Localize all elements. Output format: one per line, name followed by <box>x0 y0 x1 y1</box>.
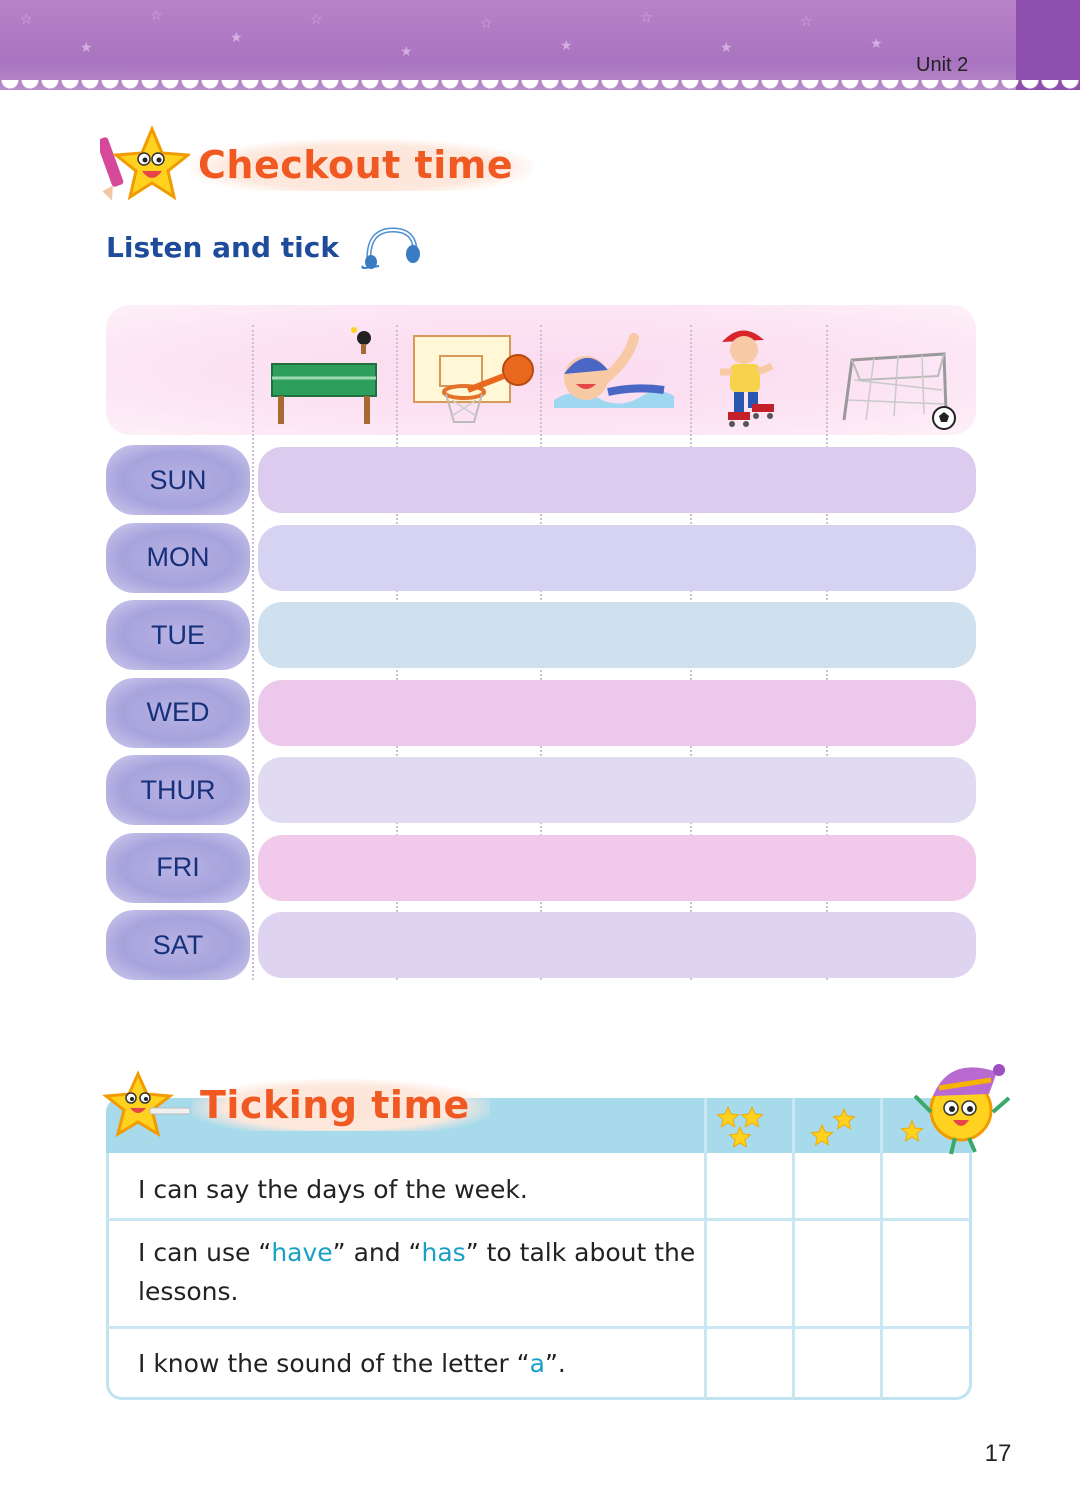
day-tick-cells[interactable] <box>258 757 976 823</box>
star-icon <box>834 1109 855 1129</box>
column-divider <box>880 1098 883 1400</box>
day-row <box>106 445 976 515</box>
day-tick-cells[interactable] <box>258 912 976 978</box>
star-decoration-icon: ☆ <box>640 10 653 26</box>
star-pencil-mascot-icon <box>100 125 190 205</box>
football-goal-icon <box>834 320 964 430</box>
page-edge-tab <box>1016 0 1080 90</box>
star-icon <box>718 1107 739 1127</box>
star-decoration-icon: ★ <box>230 30 243 46</box>
unit-label: Unit 2 <box>916 54 969 76</box>
star-decoration-icon: ★ <box>80 40 93 56</box>
day-label: FRI <box>106 833 250 903</box>
star-decoration-icon: ☆ <box>480 16 493 32</box>
star-decoration-icon: ★ <box>870 36 883 52</box>
day-row <box>106 755 976 825</box>
day-tick-cells[interactable] <box>258 525 976 591</box>
star-decoration-icon: ★ <box>720 40 733 56</box>
day-tick-cells[interactable] <box>258 680 976 746</box>
column-divider <box>792 1098 795 1400</box>
swimming-icon <box>546 320 676 430</box>
rating-stars-icon <box>708 1102 792 1154</box>
star-icon <box>730 1127 751 1147</box>
page-number: 17 <box>976 1440 1020 1474</box>
ticking-statement-2: I can use “have” and “has” to talk about the lessons. <box>138 1238 696 1306</box>
table-tennis-icon <box>262 320 392 430</box>
day-row <box>106 833 976 903</box>
day-row <box>106 600 976 670</box>
headphones-icon <box>359 224 423 270</box>
star-hat-mascot-icon <box>905 1050 1020 1160</box>
ticking-heading <box>100 1060 520 1150</box>
keyword-letter-a: a <box>529 1349 545 1378</box>
row-divider <box>106 1326 972 1329</box>
day-tick-cells[interactable] <box>258 835 976 901</box>
star-decoration-icon: ☆ <box>800 14 813 30</box>
star-icon <box>812 1125 833 1145</box>
keyword-have: have <box>271 1238 333 1267</box>
basketball-icon <box>404 320 534 430</box>
weekly-activity-table <box>106 305 976 985</box>
star-decoration-icon: ★ <box>400 44 413 60</box>
day-tick-cells[interactable] <box>258 602 976 668</box>
ticking-statement-3: I know the sound of the letter “a”. <box>138 1349 566 1378</box>
day-label: MON <box>106 523 250 593</box>
star-pencil-mascot-icon <box>100 1070 192 1140</box>
listen-label: Listen and tick <box>106 230 339 264</box>
day-label: SUN <box>106 445 250 515</box>
day-label: TUE <box>106 600 250 670</box>
ticking-statement-1: I can say the days of the week. <box>138 1175 528 1204</box>
rating-stars-icon <box>796 1102 880 1154</box>
star-decoration-icon: ☆ <box>150 8 163 24</box>
keyword-has: has <box>421 1238 466 1267</box>
listen-instruction <box>106 222 426 272</box>
star-decoration-icon: ★ <box>560 38 573 54</box>
day-row <box>106 678 976 748</box>
day-label: THUR <box>106 755 250 825</box>
checkout-heading <box>100 120 540 210</box>
checkout-title: Checkout time <box>190 139 533 191</box>
star-icon <box>742 1107 763 1127</box>
row-divider <box>106 1218 972 1221</box>
day-row <box>106 910 976 980</box>
day-label: WED <box>106 678 250 748</box>
star-decoration-icon: ☆ <box>310 12 323 28</box>
ticking-title: Ticking time <box>192 1079 490 1131</box>
day-tick-cells[interactable] <box>258 447 976 513</box>
day-label: SAT <box>106 910 250 980</box>
roller-skating-icon <box>698 320 828 430</box>
star-decoration-icon: ☆ <box>20 12 33 28</box>
day-row <box>106 523 976 593</box>
